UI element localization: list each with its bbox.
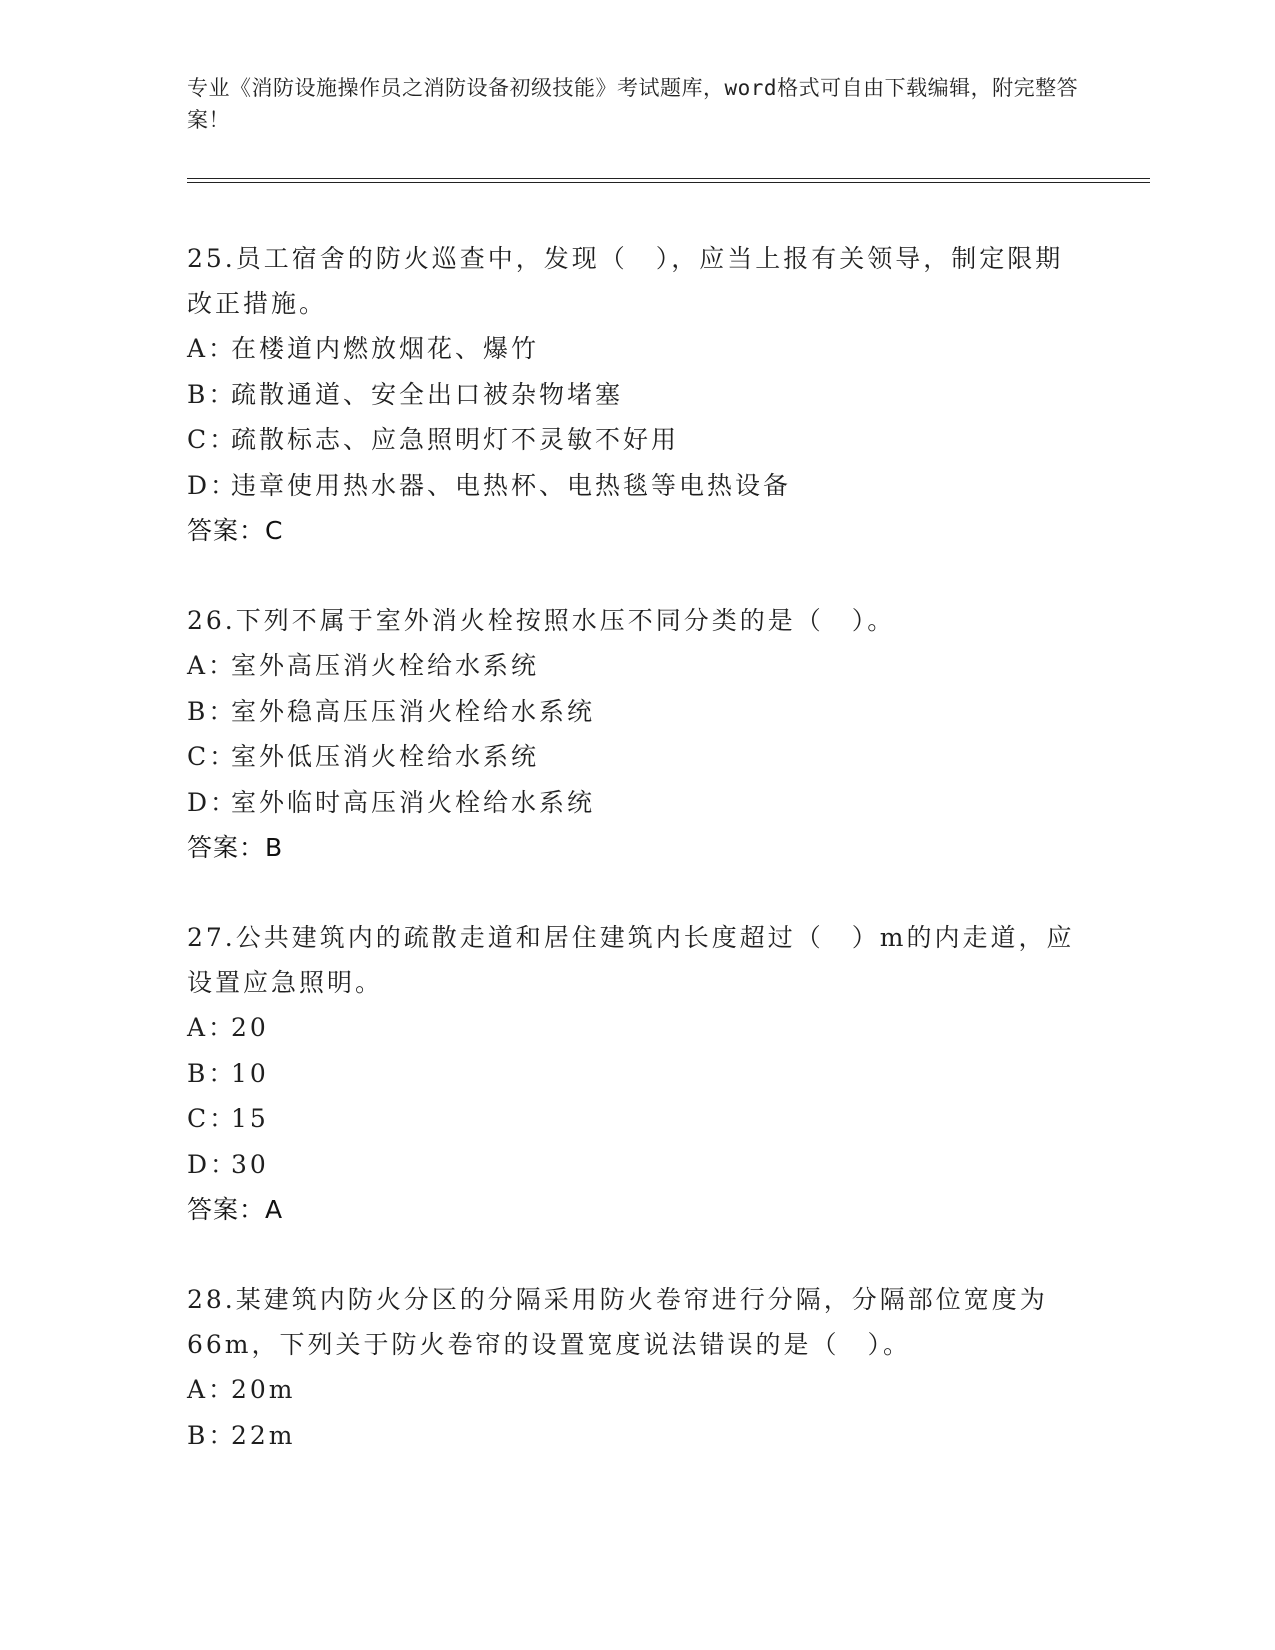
answer-line: 答案：B xyxy=(187,833,284,862)
question-stem: 27.公共建筑内的疏散走道和居住建筑内长度超过（ ）m的内走道，应设置应急照明。 xyxy=(187,923,1075,997)
option-text: 20m xyxy=(231,1375,296,1404)
option-key: C： xyxy=(187,1104,238,1133)
option-text: 20 xyxy=(231,1013,269,1042)
option-key: C： xyxy=(187,742,238,771)
option-text: 在楼道内燃放烟花、爆竹 xyxy=(231,334,540,363)
option-key: C： xyxy=(187,425,238,454)
option-a xyxy=(187,1005,1087,1051)
question-list xyxy=(187,236,1087,1503)
option-a xyxy=(187,326,1087,372)
option-d xyxy=(187,780,1087,826)
option-text: 30 xyxy=(231,1149,269,1179)
option-c xyxy=(187,417,1087,463)
option-key: B： xyxy=(187,379,237,409)
question-28 xyxy=(187,1277,1087,1458)
option-key: D： xyxy=(187,787,239,817)
header-divider-bottom xyxy=(187,182,1150,183)
option-b xyxy=(187,372,1087,418)
option-text: 15 xyxy=(231,1104,269,1133)
question-27 xyxy=(187,915,1087,1232)
option-text: 违章使用热水器、电热杯、电热毯等电热设备 xyxy=(231,470,792,500)
option-key: D： xyxy=(187,1149,239,1179)
option-text: 22m xyxy=(231,1420,296,1450)
option-a xyxy=(187,643,1087,689)
question-stem: 25.员工宿舍的防火巡查中，发现（ ），应当上报有关领导，制定限期改正措施。 xyxy=(187,244,1064,318)
header-divider-top xyxy=(187,178,1150,179)
option-d xyxy=(187,1142,1087,1188)
document-intro: 专业《消防设施操作员之消防设备初级技能》考试题库，word格式可自由下载编辑，附完整答案！ xyxy=(187,76,1079,132)
question-stem: 28.某建筑内防火分区的分隔采用防火卷帘进行分隔，分隔部位宽度为66m，下列关于防火卷帘的设置宽度说法错误的是（ ）。 xyxy=(187,1285,1048,1359)
option-key: D： xyxy=(187,470,239,500)
option-text: 疏散标志、应急照明灯不灵敏不好用 xyxy=(231,425,680,454)
option-key: B： xyxy=(187,696,237,726)
option-b xyxy=(187,1413,1087,1459)
option-text: 室外低压消火栓给水系统 xyxy=(231,742,540,771)
option-d xyxy=(187,463,1087,509)
option-c xyxy=(187,734,1087,780)
option-key: B： xyxy=(187,1420,237,1450)
option-text: 室外稳高压压消火栓给水系统 xyxy=(231,696,596,726)
option-key: A： xyxy=(187,651,237,680)
option-text: 疏散通道、安全出口被杂物堵塞 xyxy=(231,379,624,409)
question-26 xyxy=(187,598,1087,870)
option-b xyxy=(187,1051,1087,1097)
question-25 xyxy=(187,236,1087,553)
option-text: 10 xyxy=(231,1058,269,1088)
option-b xyxy=(187,689,1087,735)
option-key: B： xyxy=(187,1058,237,1088)
option-c xyxy=(187,1096,1087,1142)
question-stem: 26.下列不属于室外消火栓按照水压不同分类的是（ ）。 xyxy=(187,606,896,635)
option-key: A： xyxy=(187,1375,237,1404)
answer-line: 答案：A xyxy=(187,1195,284,1224)
answer-line: 答案：C xyxy=(187,516,284,545)
option-key: A： xyxy=(187,1013,237,1042)
option-key: A： xyxy=(187,334,237,363)
option-text: 室外临时高压消火栓给水系统 xyxy=(231,787,596,817)
option-a xyxy=(187,1367,1087,1413)
option-text: 室外高压消火栓给水系统 xyxy=(231,651,540,680)
